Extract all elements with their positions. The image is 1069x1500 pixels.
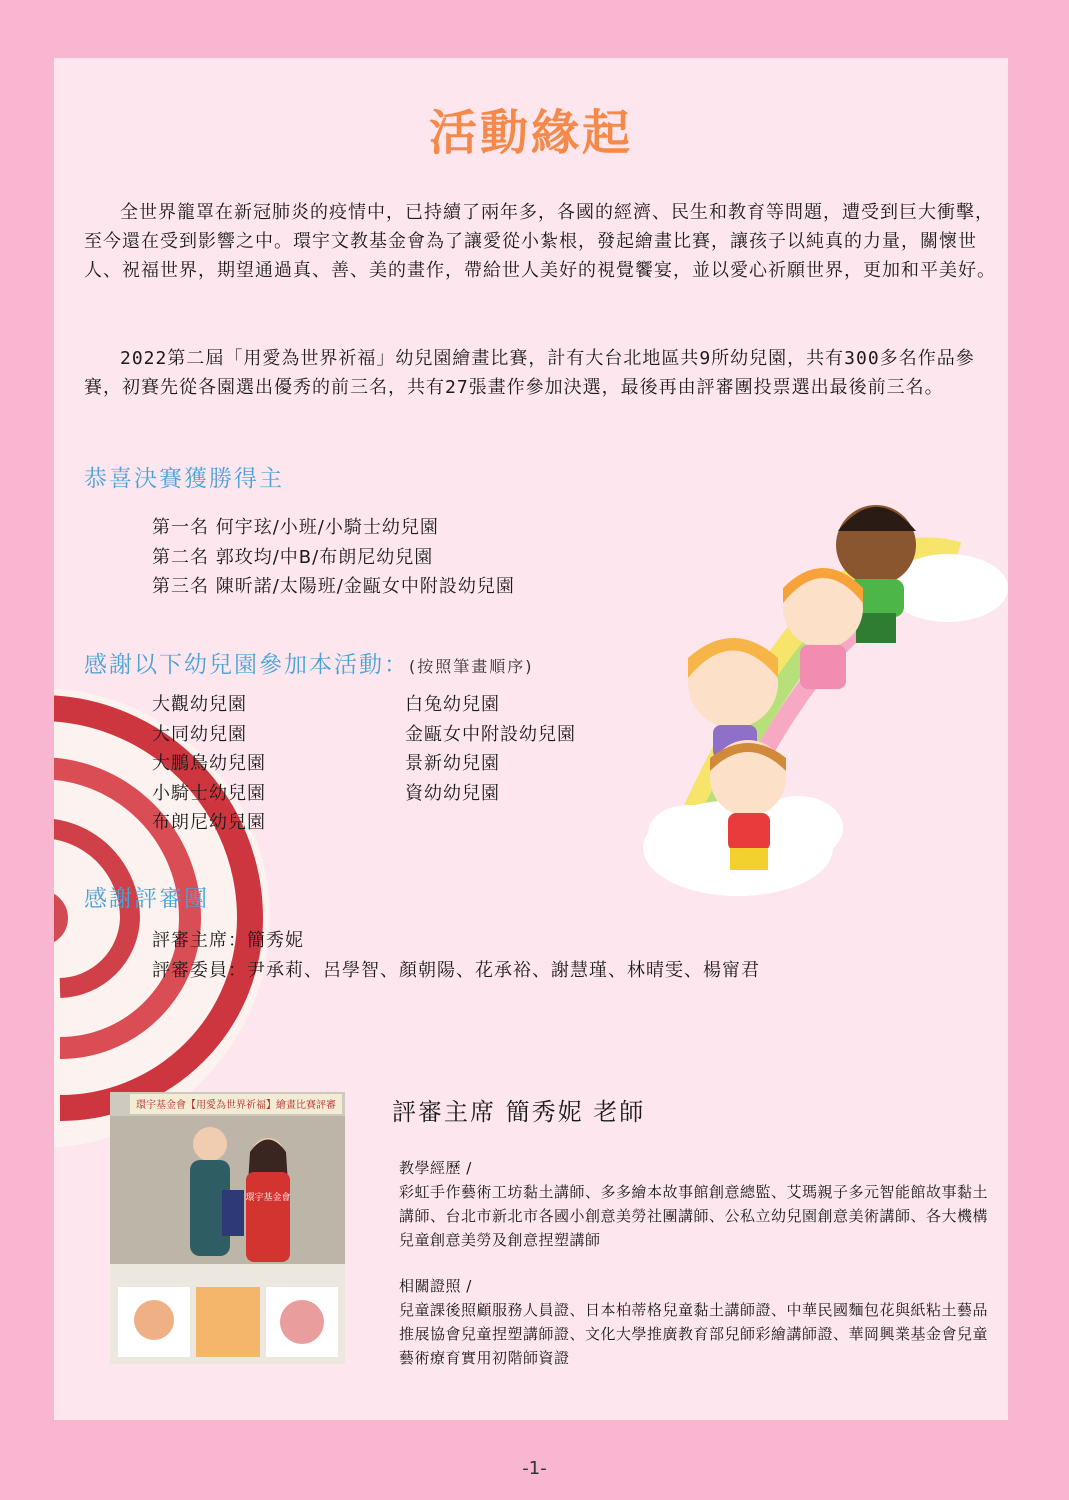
judges-heading: 感謝評審團	[84, 886, 209, 912]
page-number: -1-	[522, 1458, 547, 1479]
list-item: 景新幼兒園	[405, 753, 500, 774]
profile-title: 評審主席 簡秀妮 老師	[392, 1098, 646, 1126]
page-title: 活動緣起	[428, 105, 633, 161]
list-item: 大同幼兒園	[152, 723, 247, 745]
winner-item: 第一名 何宇玹/小班/小騎士幼兒園	[152, 517, 439, 538]
vest-text: 環宇基金會	[245, 1193, 291, 1203]
kindergarten-list-col1	[152, 690, 266, 838]
intro-paragraph-1: 全世界籠罩在新冠肺炎的疫情中，已持續了兩年多，各國的經濟、民生和教育等問題，遭受到巨大衝擊，至今還在受到影響之中。環宇文教基金會為了讓愛從小紮根，發起繪畫比賽，讓孩子以純真的力量，關懷世人、祝福世界，期望通過真、善、美的畫作，帶給世人美好的視覺饗宴，並以愛心祈願世界，更加和平美好。	[84, 202, 996, 281]
kindergartens-heading	[84, 646, 534, 679]
kids-rainbow-illustration	[628, 453, 1008, 923]
judge-photo-image	[110, 1092, 345, 1364]
judge-photo	[110, 1092, 345, 1364]
page-sheet	[54, 58, 1008, 1420]
intro-paragraph-2: 2022第二屆「用愛為世界祈福」幼兒園繪畫比賽，計有大台北地區共9所幼兒園，共有300多名作品參賽，初賽先從各園選出優秀的前三名，共有27張畫作參加決選，最後再由評審團投票選出最後前三名。	[84, 348, 975, 398]
list-item: 大觀幼兒園	[152, 694, 247, 715]
list-item: 布朗尼幼兒園	[152, 812, 266, 833]
cert-text: 兒童課後照顧服務人員證、日本柏蒂格兒童黏土講師證、中華民國麵包花與紙粘土藝品推展協會兒童捏塑講師證、文化大學推廣教育部兒師彩繪講師證、華岡興業基金會兒童藝術療育實用初階師資證	[399, 1301, 989, 1367]
winner-item: 第三名 陳昕諾/太陽班/金甌女中附設幼兒園	[152, 576, 515, 597]
winners-list	[152, 513, 515, 602]
teaching-text: 彩虹手作藝術工坊黏土講師、多多繪本故事館創意總監、艾瑪親子多元智能館故事黏土講師、台北市新北市各國小創意美勞社團講師、公私立幼兒園創意美術講師、各大機構兒童創意美勞及創意捏塑講師	[399, 1183, 989, 1249]
judges-list	[152, 926, 760, 985]
list-item: 金甌女中附設幼兒園	[405, 723, 576, 745]
cert-label: 相關證照 /	[399, 1277, 472, 1295]
teaching-label: 教學經歷 /	[399, 1159, 472, 1177]
judge-chair: 評審主席：簡秀妮	[152, 930, 304, 951]
kindergarten-list-col2	[405, 690, 576, 808]
list-item: 大鵬鳥幼兒園	[152, 753, 266, 774]
kindergartens-order-note: (按照筆畫順序)	[409, 657, 534, 676]
kindergartens-heading-text: 感謝以下幼兒園參加本活動：	[84, 652, 409, 678]
list-item: 小騎士幼兒園	[152, 782, 266, 804]
winners-heading: 恭喜決賽獲勝得主	[84, 466, 284, 492]
judge-members: 評審委員：尹承莉、呂學智、顏朝陽、花承裕、謝慧瑾、林晴雯、楊甯君	[152, 959, 760, 981]
winner-item: 第二名 郭玫均/中B/布朗尼幼兒園	[152, 546, 434, 568]
list-item: 白兔幼兒園	[405, 694, 500, 715]
photo-banner-text: 環宇基金會【用愛為世界祈福】繪畫比賽評審	[136, 1100, 336, 1111]
list-item: 資幼幼兒園	[405, 782, 500, 804]
